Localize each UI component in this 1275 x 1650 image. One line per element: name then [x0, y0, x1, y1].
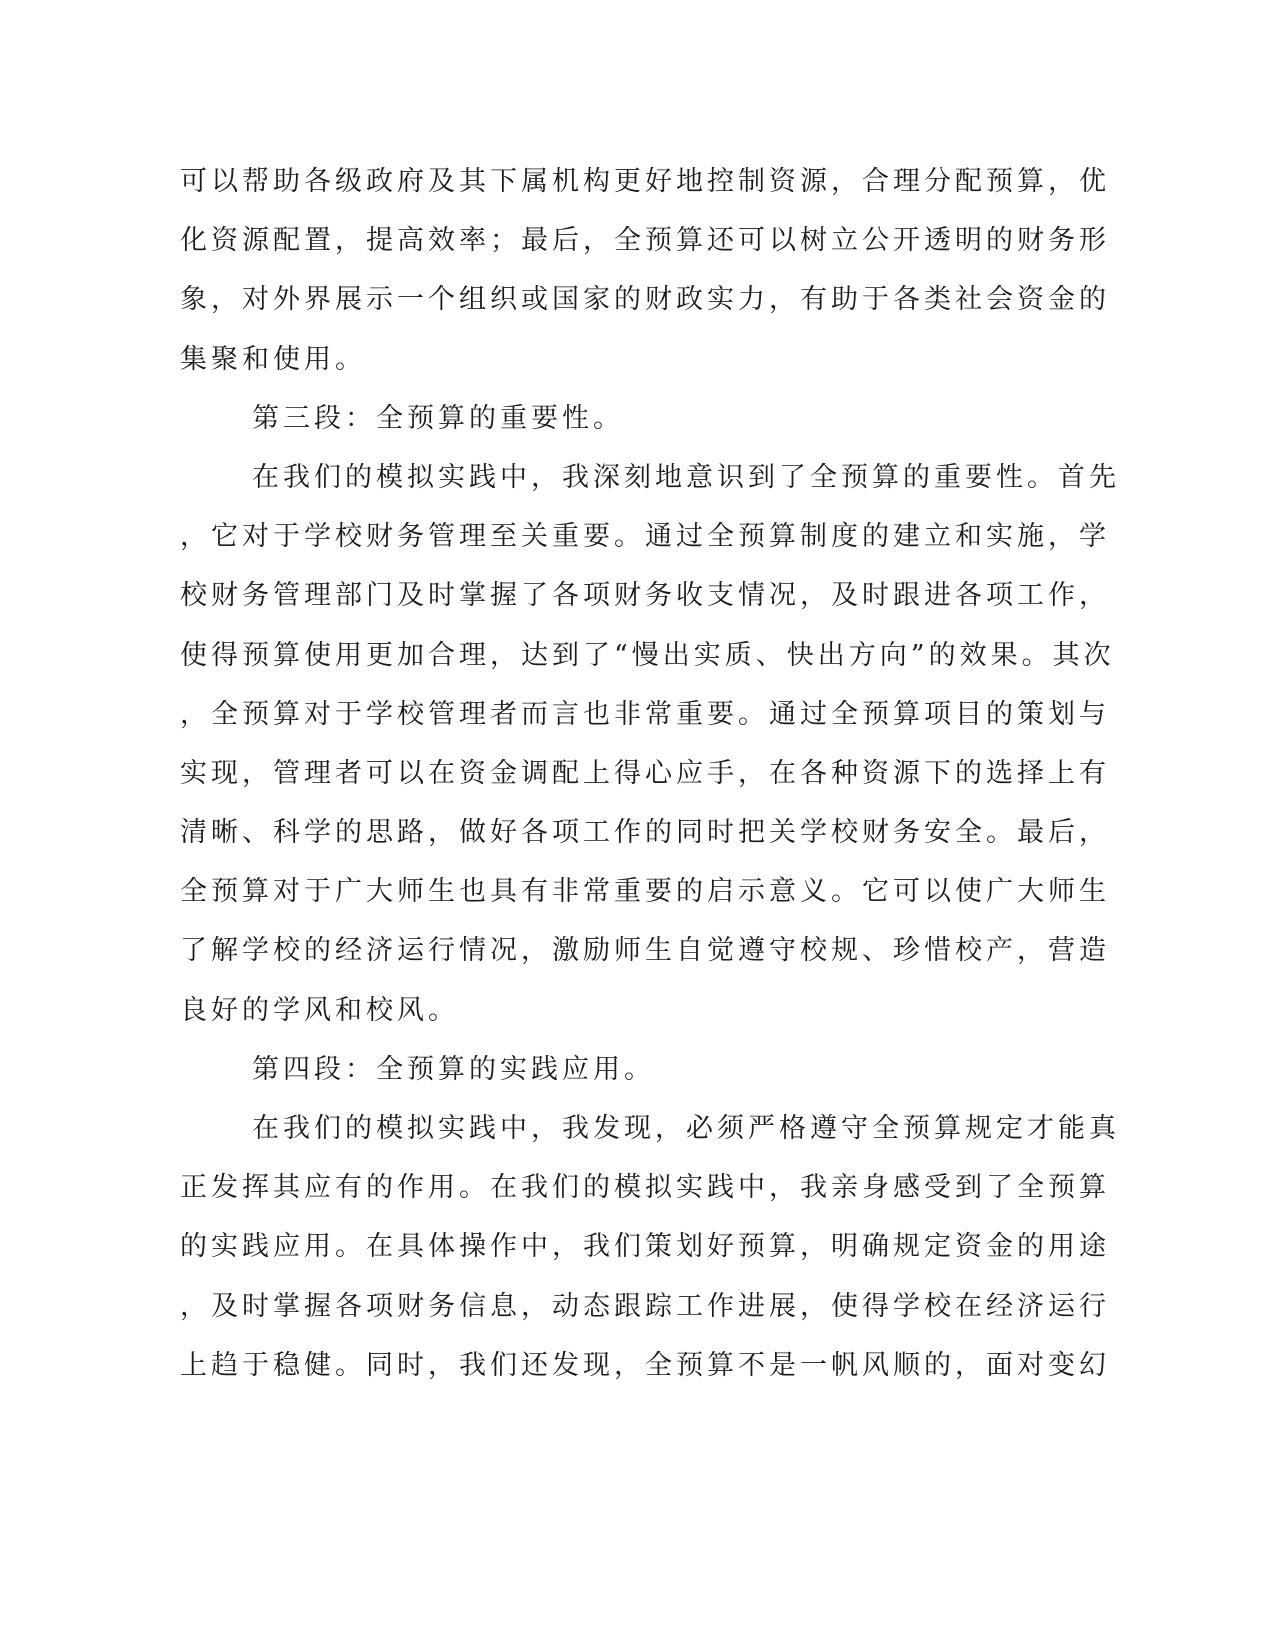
text-line: ，它对于学校财务管理至关重要。通过全预算制度的建立和实施，学: [180, 521, 1110, 553]
text-line: 全预算对于广大师生也具有非常重要的启示意义。它可以使广大师生: [180, 876, 1110, 908]
text-line: 的实践应用。在具体操作中，我们策划好预算，明确规定资金的用途: [180, 1231, 1110, 1263]
text-line: ，全预算对于学校管理者而言也非常重要。通过全预算项目的策划与: [180, 698, 1110, 730]
text-line: 上趋于稳健。同时，我们还发现，全预算不是一帆风顺的，面对变幻: [180, 1349, 1110, 1381]
text-line: 正发挥其应有的作用。在我们的模拟实践中，我亲身感受到了全预算: [180, 1172, 1110, 1204]
text-line: 可以帮助各级政府及其下属机构更好地控制资源，合理分配预算，优: [180, 166, 1110, 197]
text-line: ，及时掌握各项财务信息，动态跟踪工作进展，使得学校在经济运行: [180, 1290, 1110, 1322]
text-line: 使得预算使用更加合理，达到了“慢出实质、快出方向”的效果。其次: [180, 639, 1115, 671]
paragraph-first-line: 第四段：全预算的实践应用。: [252, 1053, 655, 1085]
text-line: 清晰、科学的思路，做好各项工作的同时把关学校财务安全。最后，: [180, 817, 1110, 849]
paragraph-first-line: 在我们的模拟实践中，我深刻地意识到了全预算的重要性。首先: [252, 461, 1120, 493]
paragraph-first-line: 在我们的模拟实践中，我发现，必须严格遵守全预算规定才能真: [252, 1113, 1120, 1144]
text-line: 集聚和使用。: [180, 343, 366, 375]
text-line: 实现，管理者可以在资金调配上得心应手，在各种资源下的选择上有: [180, 757, 1110, 789]
text-line: 校财务管理部门及时掌握了各项财务收支情况，及时跟进各项工作，: [180, 580, 1110, 612]
text-line: 了解学校的经济运行情况，激励师生自觉遵守校规、珍惜校产，营造: [180, 935, 1110, 967]
text-line: 良好的学风和校风。: [180, 994, 459, 1026]
text-line: 象，对外界展示一个组织或国家的财政实力，有助于各类社会资金的: [180, 284, 1110, 316]
text-line: 化资源配置，提高效率；最后，全预算还可以树立公开透明的财务形: [180, 225, 1110, 257]
document-body: [180, 152, 1120, 1395]
paragraph-first-line: 第三段：全预算的重要性。: [252, 402, 624, 434]
